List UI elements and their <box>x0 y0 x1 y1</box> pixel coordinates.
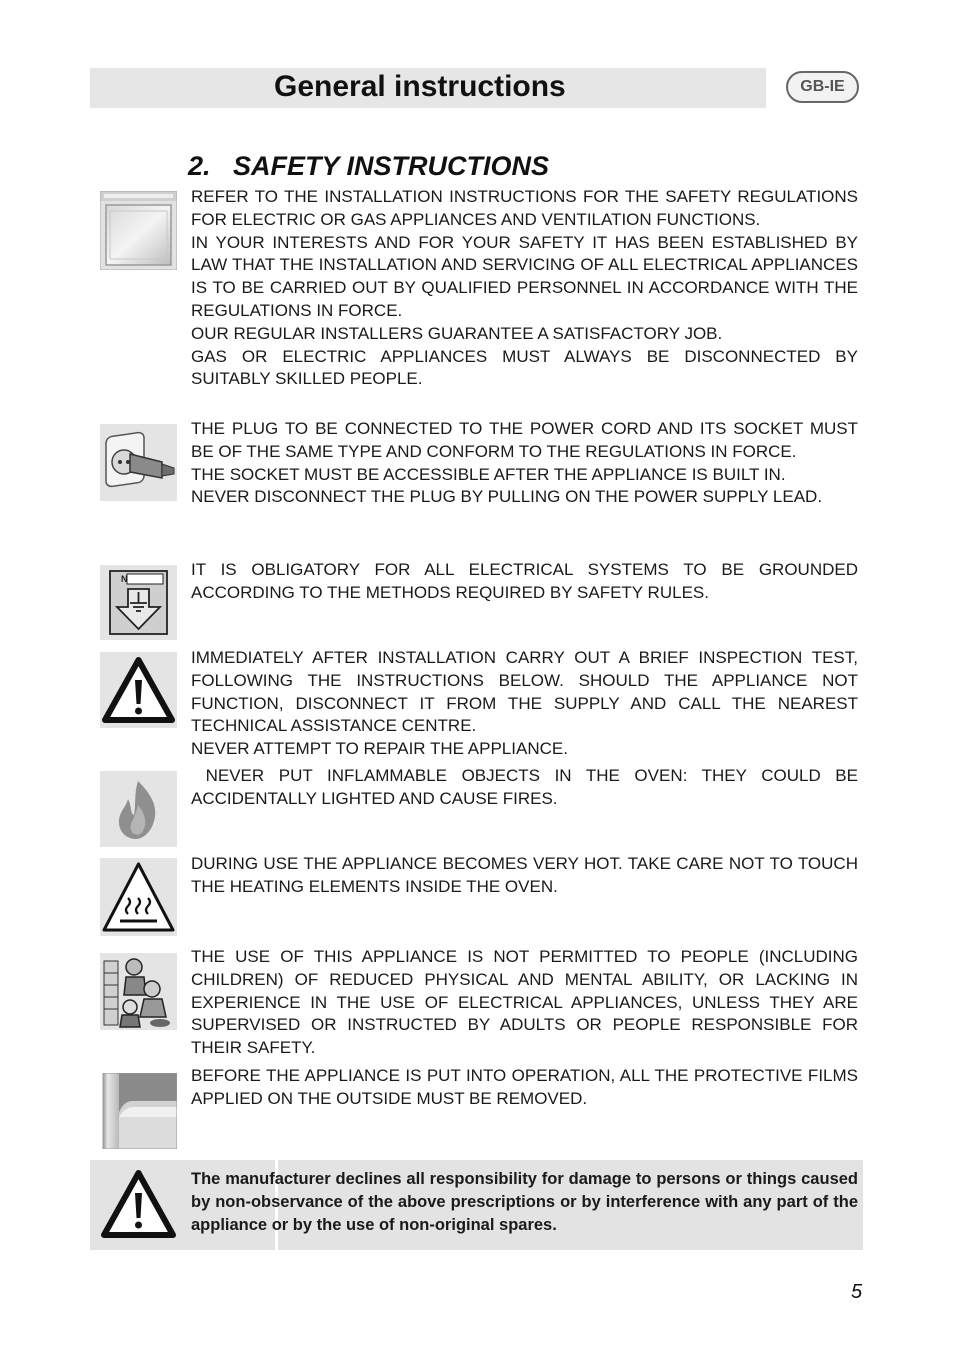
safety-paragraph: BEFORE THE APPLIANCE IS PUT INTO OPERATION, ALL THE PROTECTIVE FILMS APPLIED ON THE OUTSIDE MUST BE REMOVED. <box>191 1066 858 1108</box>
safety-paragraph-group <box>191 1065 858 1111</box>
ground-icon <box>100 565 177 640</box>
safety-paragraph-group <box>191 946 858 1060</box>
children-icon <box>100 953 177 1030</box>
oven-icon <box>100 191 177 270</box>
section-number: 2. <box>188 151 211 181</box>
safety-paragraph: NEVER DISCONNECT THE PLUG BY PULLING ON THE POWER SUPPLY LEAD. <box>191 487 823 507</box>
safety-paragraph: DURING USE THE APPLIANCE BECOMES VERY HOT. TAKE CARE NOT TO TOUCH THE HEATING ELEMENTS INSIDE THE OVEN. <box>191 854 858 896</box>
safety-paragraph: OUR REGULAR INSTALLERS GUARANTEE A SATISFACTORY JOB. <box>191 323 723 343</box>
warning-icon <box>100 1167 177 1243</box>
header-bar <box>90 68 766 108</box>
note-text: The manufacturer declines all responsibility for damage to persons or things caused by non-observance of the above prescriptions or by interference with any part of the appliance or by the use of non-original spares. <box>191 1170 858 1234</box>
warning-icon <box>100 652 177 728</box>
safety-paragraph: IT IS OBLIGATORY FOR ALL ELECTRICAL SYSTEMS TO BE GROUNDED ACCORDING TO THE METHODS REQUIRED BY SAFETY RULES. <box>191 560 858 602</box>
safety-paragraph-group <box>191 853 858 899</box>
safety-paragraph: NEVER ATTEMPT TO REPAIR THE APPLIANCE. <box>191 739 568 759</box>
safety-paragraph: IMMEDIATELY AFTER INSTALLATION CARRY OUT A BRIEF INSPECTION TEST, FOLLOWING THE INSTRUCTIONS BELOW. SHOULD THE APPLIANCE NOT FUNCTION, DISCONNECT IT FROM THE SUPPLY AND CALL THE NEAREST TECHNICAL ASSISTANCE CENTRE. <box>191 648 858 736</box>
language-badge: GB-IE <box>786 71 859 103</box>
safety-paragraph-group <box>191 559 858 605</box>
section-title-text: SAFETY INSTRUCTIONS <box>233 151 550 181</box>
safety-paragraph: NEVER PUT INFLAMMABLE OBJECTS IN THE OVEN: THEY COULD BE ACCIDENTALLY LIGHTED AND CAUSE FIRES. <box>191 766 862 808</box>
flame-icon <box>100 771 177 847</box>
safety-paragraph-group <box>191 765 862 811</box>
hot-surface-icon <box>100 858 177 936</box>
safety-paragraph: IN YOUR INTERESTS AND FOR YOUR SAFETY IT HAS BEEN ESTABLISHED BY LAW THAT THE INSTALLATION AND SERVICING OF ALL ELECTRICAL APPLIANCES IS TO BE CARRIED OUT BY QUALIFIED PERSONNEL IN ACCORDANCE WITH THE REGULATIONS IN FORCE. <box>191 232 858 320</box>
safety-paragraph: THE SOCKET MUST BE ACCESSIBLE AFTER THE APPLIANCE IS BUILT IN. <box>191 464 786 484</box>
plug-socket-icon <box>100 424 177 501</box>
safety-paragraph: REFER TO THE INSTALLATION INSTRUCTIONS FOR THE SAFETY REGULATIONS FOR ELECTRIC OR GAS APPLIANCES AND VENTILATION FUNCTIONS. <box>191 187 858 229</box>
page-number: 5 <box>851 1281 863 1303</box>
page-title: General instructions <box>274 70 566 103</box>
safety-paragraph-group <box>191 647 858 761</box>
section-title <box>188 151 549 182</box>
safety-paragraph-group <box>191 418 858 509</box>
safety-paragraph: THE PLUG TO BE CONNECTED TO THE POWER CORD AND ITS SOCKET MUST BE OF THE SAME TYPE AND CONFORM TO THE REGULATIONS IN FORCE. <box>191 419 858 461</box>
safety-paragraph-group <box>191 186 858 391</box>
safety-paragraph: GAS OR ELECTRIC APPLIANCES MUST ALWAYS BE DISCONNECTED BY SUITABLY SKILLED PEOPLE. <box>191 346 858 389</box>
protective-film-icon <box>100 1073 177 1149</box>
ground-label: N <box>121 574 128 584</box>
safety-paragraph: THE USE OF THIS APPLIANCE IS NOT PERMITTED TO PEOPLE (INCLUDING CHILDREN) OF REDUCED PHYSICAL AND MENTAL ABILITY, OR LACKING IN EXPERIENCE IN THE USE OF ELECTRICAL APPLIANCES, UNLESS THEY ARE SUPERVISED OR INSTRUCTED BY ADULTS OR PEOPLE RESPONSIBLE FOR THEIR SAFETY. <box>191 947 858 1058</box>
manufacturer-note <box>90 1160 863 1250</box>
